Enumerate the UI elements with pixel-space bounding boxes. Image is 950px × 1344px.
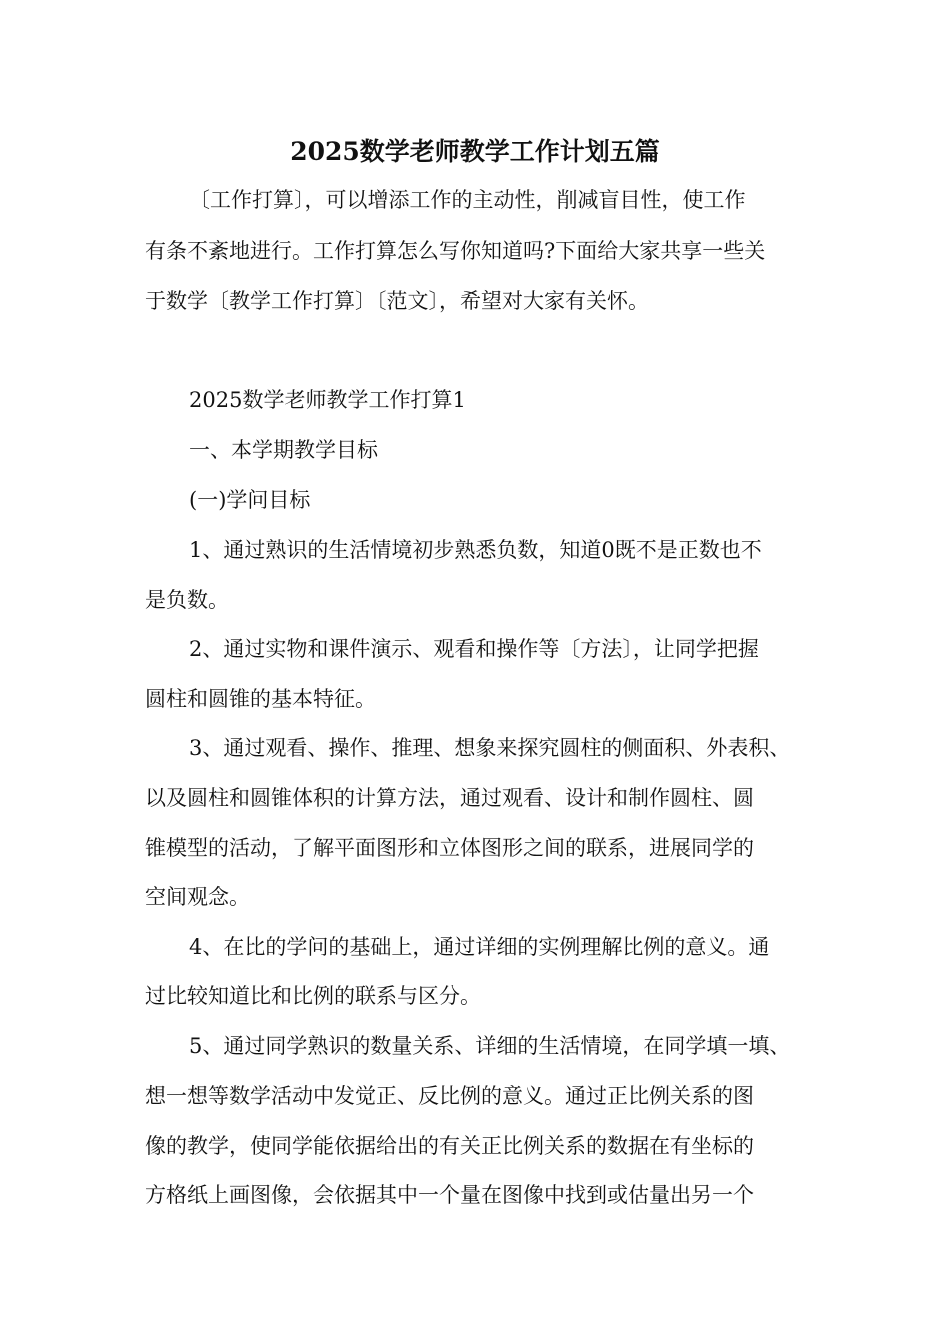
section-title: 2025数学老师教学工作打算1 [189,388,466,412]
item-5-line: 方格纸上画图像，会依据其中一个量在图像中找到或估量出另一个 [145,1183,754,1207]
item-4-line: 过比较知道比和比例的联系与区分。 [145,984,481,1008]
item-3-line: 3、通过观看、操作、推理、想象来探究圆柱的侧面积、外表积、 [189,736,791,760]
item-5-line: 想一想等数学活动中发觉正、反比例的意义。通过正比例关系的图 [145,1084,754,1108]
intro-line: 有条不紊地进行。工作打算怎么写你知道吗?下面给大家共享一些关 [145,239,766,263]
item-2-line: 2、通过实物和课件演示、观看和操作等〔方法〕，让同学把握 [189,637,759,661]
intro-line: 于数学〔教学工作打算〕〔范文〕，希望对大家有关怀。 [145,289,649,313]
item-4-line: 4、在比的学问的基础上，通过详细的实例理解比例的意义。通 [189,935,770,959]
item-3-line: 锥模型的活动，了解平面图形和立体图形之间的联系，进展同学的 [145,836,754,860]
item-3-line: 以及圆柱和圆锥体积的计算方法，通过观看、设计和制作圆柱、圆 [145,786,754,810]
item-1-line: 1、通过熟识的生活情境初步熟悉负数，知道0既不是正数也不 [189,538,762,562]
item-5-line: 5、通过同学熟识的数量关系、详细的生活情境，在同学填一填、 [189,1034,791,1058]
intro-line: 〔工作打算〕，可以增添工作的主动性，削减盲目性，使工作 [189,188,746,212]
document-title: 2025数学老师教学工作计划五篇 [290,137,660,166]
item-5-line: 像的教学，使同学能依据给出的有关正比例关系的数据在有坐标的 [145,1134,754,1158]
heading-knowledge-goals: (一)学问目标 [189,488,311,512]
item-3-line: 空间观念。 [145,885,250,909]
item-1-line: 是负数。 [145,588,229,612]
heading-teaching-goals: 一、本学期教学目标 [189,438,378,462]
item-2-line: 圆柱和圆锥的基本特征。 [145,687,376,711]
